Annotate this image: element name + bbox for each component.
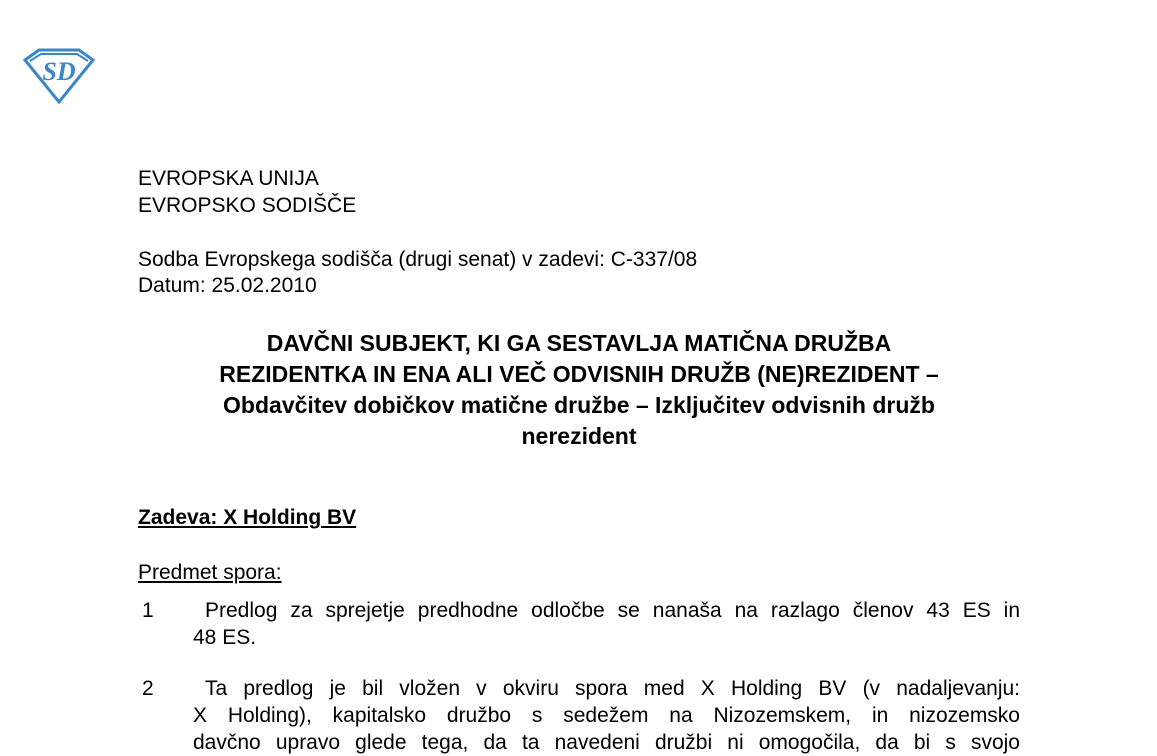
paragraph-number: 2 [142,677,154,700]
document-title [138,328,1020,452]
paragraph-line: Ta predlog je bil vložen v okviru spora med X Holding BV (v nadaljevanju: [205,677,1020,700]
header-court: EVROPSKO SODIŠČE [138,194,357,217]
paragraph-line: 48 ES. [193,626,257,649]
case-date: Datum: 25.02.2010 [138,274,317,297]
paragraph-line: davčno upravo glede tega, da ta navedeni družbi ni omogočila, da bi s svojo [193,731,1020,754]
paragraph-number: 1 [142,599,154,622]
title-line: nerezident [521,423,637,449]
case-reference: Sodba Evropskega sodišča (drugi senat) v zadevi: C-337/08 [138,248,698,271]
header-eu: EVROPSKA UNIJA [138,167,319,190]
title-line: DAVČNI SUBJEKT, KI GA SESTAVLJA MATIČNA DRUŽBA [266,330,892,356]
paragraph-line: X Holding), kapitalsko družbo s sedežem na Nizozemskem, in nizozemsko [193,704,1020,727]
title-line: Obdavčitev dobičkov matične družbe – Izključitev odvisnih družb [223,392,935,418]
sd-logo-icon [22,48,96,104]
paragraph [138,675,1020,756]
title-line: REZIDENTKA IN ENA ALI VEČ ODVISNIH DRUŽB (NE)REZIDENT – [219,361,939,387]
subject-heading: Zadeva: X Holding BV [138,506,357,529]
paragraph [138,597,1020,651]
logo-lettering: SD [42,57,76,86]
paragraph-line: Predlog za sprejetje predhodne odločbe se nanaša na razlago členov 43 ES in [205,599,1020,622]
dispute-heading: Predmet spora: [138,561,282,584]
